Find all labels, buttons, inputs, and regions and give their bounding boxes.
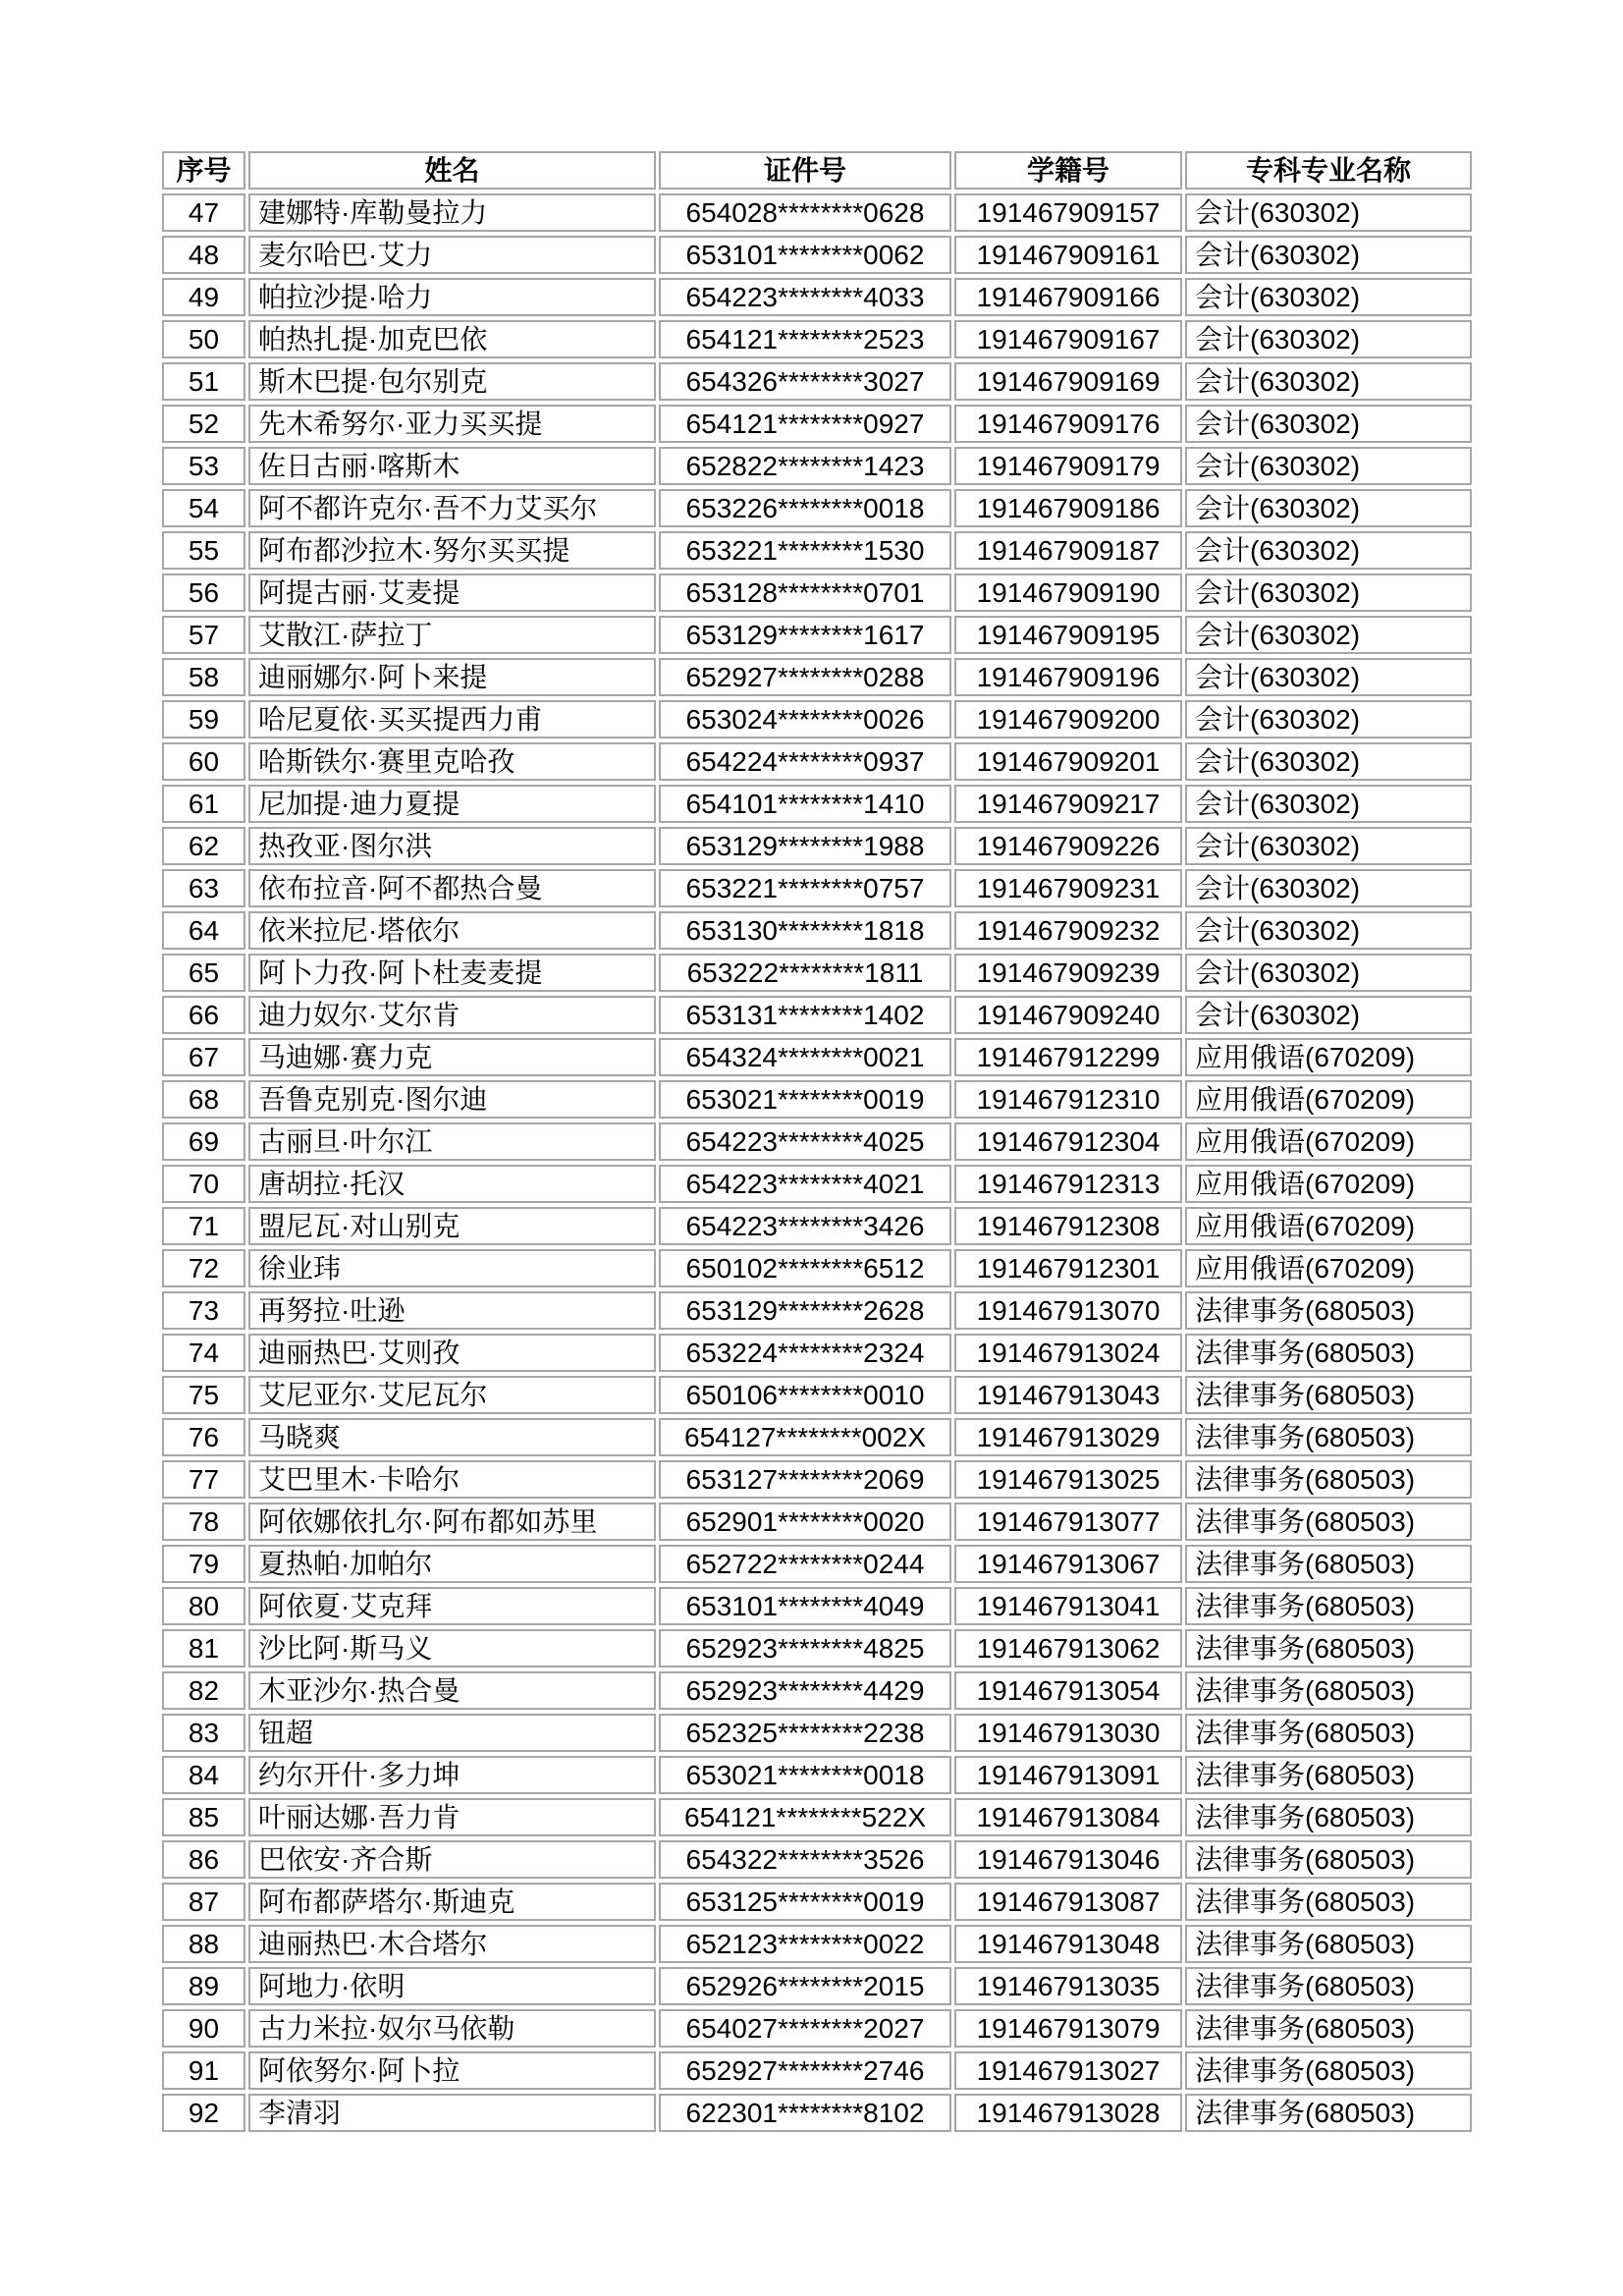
cell-major: 法律事务(680503): [1185, 2009, 1472, 2048]
cell-index: 90: [162, 2009, 245, 2048]
table-row: [162, 1460, 1472, 1499]
cell-name: 迪丽热巴·木合塔尔: [248, 1925, 656, 1963]
cell-major: 应用俄语(670209): [1185, 1122, 1472, 1161]
cell-major: 会计(630302): [1185, 278, 1472, 316]
cell-name: 热孜亚·图尔洪: [248, 827, 656, 865]
cell-id-number: 652927********2746: [659, 2051, 951, 2090]
cell-name: 麦尔哈巴·艾力: [248, 236, 656, 274]
cell-major: 法律事务(680503): [1185, 1883, 1472, 1921]
cell-major: 法律事务(680503): [1185, 1629, 1472, 1667]
cell-major: 法律事务(680503): [1185, 1840, 1472, 1879]
cell-student-number: 191467913079: [954, 2009, 1182, 2048]
table-row: [162, 827, 1472, 865]
cell-student-number: 191467913035: [954, 1967, 1182, 2005]
table-row: [162, 531, 1472, 570]
cell-name: 帕热扎提·加克巴依: [248, 320, 656, 358]
cell-id-number: 653222********1811: [659, 954, 951, 992]
cell-student-number: 191467912310: [954, 1080, 1182, 1119]
cell-student-number: 191467913054: [954, 1671, 1182, 1710]
cell-id-number: 653224********2324: [659, 1334, 951, 1372]
table-row: [162, 278, 1472, 316]
cell-index: 82: [162, 1671, 245, 1710]
cell-student-number: 191467912313: [954, 1165, 1182, 1203]
cell-index: 64: [162, 911, 245, 950]
cell-id-number: 652722********0244: [659, 1545, 951, 1583]
cell-index: 48: [162, 236, 245, 274]
table-row: [162, 911, 1472, 950]
cell-student-number: 191467913028: [954, 2094, 1182, 2132]
col-header-index: 序号: [162, 151, 245, 190]
cell-id-number: 654121********2523: [659, 320, 951, 358]
table-row: [162, 1334, 1472, 1372]
cell-name: 马迪娜·赛力克: [248, 1038, 656, 1076]
cell-name: 盟尼瓦·对山别克: [248, 1207, 656, 1245]
cell-student-number: 191467912304: [954, 1122, 1182, 1161]
cell-id-number: 653101********0062: [659, 236, 951, 274]
cell-major: 法律事务(680503): [1185, 1418, 1472, 1456]
cell-id-number: 653101********4049: [659, 1587, 951, 1625]
cell-index: 91: [162, 2051, 245, 2090]
table-body: [162, 193, 1472, 2132]
cell-major: 法律事务(680503): [1185, 1545, 1472, 1583]
cell-index: 50: [162, 320, 245, 358]
cell-id-number: 654101********1410: [659, 785, 951, 823]
cell-major: 法律事务(680503): [1185, 2094, 1472, 2132]
cell-student-number: 191467909169: [954, 362, 1182, 401]
cell-major: 会计(630302): [1185, 193, 1472, 232]
cell-student-number: 191467913067: [954, 1545, 1182, 1583]
cell-student-number: 191467909232: [954, 911, 1182, 950]
cell-name: 约尔开什·多力坤: [248, 1756, 656, 1794]
cell-student-number: 191467909240: [954, 996, 1182, 1034]
cell-student-number: 191467912301: [954, 1249, 1182, 1287]
cell-student-number: 191467909166: [954, 278, 1182, 316]
cell-index: 53: [162, 447, 245, 485]
cell-student-number: 191467909161: [954, 236, 1182, 274]
cell-name: 艾散江·萨拉丁: [248, 616, 656, 654]
cell-id-number: 652325********2238: [659, 1714, 951, 1752]
cell-id-number: 654027********2027: [659, 2009, 951, 2048]
cell-id-number: 652926********2015: [659, 1967, 951, 2005]
cell-name: 帕拉沙提·哈力: [248, 278, 656, 316]
cell-id-number: 652901********0020: [659, 1503, 951, 1541]
cell-name: 古力米拉·奴尔马依勒: [248, 2009, 656, 2048]
table-row: [162, 1798, 1472, 1836]
cell-id-number: 653221********0757: [659, 869, 951, 907]
cell-student-number: 191467913030: [954, 1714, 1182, 1752]
cell-id-number: 650102********6512: [659, 1249, 951, 1287]
cell-id-number: 653130********1818: [659, 911, 951, 950]
table-row: [162, 2051, 1472, 2090]
cell-index: 73: [162, 1291, 245, 1330]
cell-major: 会计(630302): [1185, 700, 1472, 738]
cell-student-number: 191467913077: [954, 1503, 1182, 1541]
cell-id-number: 653125********0019: [659, 1883, 951, 1921]
cell-id-number: 654224********0937: [659, 742, 951, 781]
cell-major: 会计(630302): [1185, 405, 1472, 443]
cell-id-number: 654324********0021: [659, 1038, 951, 1076]
cell-index: 79: [162, 1545, 245, 1583]
cell-student-number: 191467913091: [954, 1756, 1182, 1794]
cell-major: 法律事务(680503): [1185, 1587, 1472, 1625]
cell-id-number: 654121********0927: [659, 405, 951, 443]
cell-name: 尼加提·迪力夏提: [248, 785, 656, 823]
cell-name: 夏热帕·加帕尔: [248, 1545, 656, 1583]
cell-id-number: 653226********0018: [659, 489, 951, 527]
cell-name: 先木希努尔·亚力买买提: [248, 405, 656, 443]
cell-index: 54: [162, 489, 245, 527]
cell-name: 佐日古丽·喀斯木: [248, 447, 656, 485]
cell-index: 70: [162, 1165, 245, 1203]
cell-index: 88: [162, 1925, 245, 1963]
cell-index: 51: [162, 362, 245, 401]
cell-index: 71: [162, 1207, 245, 1245]
cell-major: 会计(630302): [1185, 574, 1472, 612]
cell-name: 阿布都沙拉木·努尔买买提: [248, 531, 656, 570]
cell-major: 应用俄语(670209): [1185, 1165, 1472, 1203]
cell-id-number: 654121********522X: [659, 1798, 951, 1836]
cell-major: 会计(630302): [1185, 531, 1472, 570]
table-row: [162, 1207, 1472, 1245]
cell-major: 法律事务(680503): [1185, 1967, 1472, 2005]
cell-index: 58: [162, 658, 245, 696]
cell-index: 65: [162, 954, 245, 992]
cell-id-number: 653127********2069: [659, 1460, 951, 1499]
cell-student-number: 191467912299: [954, 1038, 1182, 1076]
table-row: [162, 1714, 1472, 1752]
cell-id-number: 653024********0026: [659, 700, 951, 738]
cell-major: 会计(630302): [1185, 447, 1472, 485]
cell-id-number: 653131********1402: [659, 996, 951, 1034]
table-row: [162, 2094, 1472, 2132]
table-row: [162, 320, 1472, 358]
cell-major: 会计(630302): [1185, 320, 1472, 358]
table-header-row: [162, 151, 1472, 190]
table-row: [162, 1671, 1472, 1710]
cell-index: 77: [162, 1460, 245, 1499]
cell-index: 74: [162, 1334, 245, 1372]
cell-name: 迪丽热巴·艾则孜: [248, 1334, 656, 1372]
cell-major: 会计(630302): [1185, 658, 1472, 696]
cell-name: 古丽旦·叶尔江: [248, 1122, 656, 1161]
cell-index: 78: [162, 1503, 245, 1541]
cell-index: 80: [162, 1587, 245, 1625]
cell-id-number: 653021********0018: [659, 1756, 951, 1794]
cell-name: 木亚沙尔·热合曼: [248, 1671, 656, 1710]
cell-student-number: 191467913087: [954, 1883, 1182, 1921]
cell-index: 61: [162, 785, 245, 823]
cell-id-number: 652123********0022: [659, 1925, 951, 1963]
cell-major: 会计(630302): [1185, 911, 1472, 950]
cell-student-number: 191467913043: [954, 1376, 1182, 1414]
cell-index: 87: [162, 1883, 245, 1921]
cell-index: 52: [162, 405, 245, 443]
cell-id-number: 652923********4825: [659, 1629, 951, 1667]
cell-student-number: 191467909217: [954, 785, 1182, 823]
cell-student-number: 191467909196: [954, 658, 1182, 696]
table-row: [162, 785, 1472, 823]
cell-name: 李清羽: [248, 2094, 656, 2132]
cell-name: 建娜特·库勒曼拉力: [248, 193, 656, 232]
cell-name: 阿布都萨塔尔·斯迪克: [248, 1883, 656, 1921]
cell-name: 阿不都许克尔·吾不力艾买尔: [248, 489, 656, 527]
cell-id-number: 654223********4021: [659, 1165, 951, 1203]
cell-id-number: 652822********1423: [659, 447, 951, 485]
cell-major: 法律事务(680503): [1185, 1503, 1472, 1541]
cell-id-number: 654322********3526: [659, 1840, 951, 1879]
cell-index: 81: [162, 1629, 245, 1667]
table-row: [162, 1038, 1472, 1076]
cell-name: 依米拉尼·塔依尔: [248, 911, 656, 950]
cell-name: 哈尼夏依·买买提西力甫: [248, 700, 656, 738]
cell-major: 会计(630302): [1185, 489, 1472, 527]
col-header-student-number: 学籍号: [954, 151, 1182, 190]
cell-student-number: 191467909190: [954, 574, 1182, 612]
table-row: [162, 1883, 1472, 1921]
cell-index: 89: [162, 1967, 245, 2005]
cell-major: 会计(630302): [1185, 362, 1472, 401]
cell-student-number: 191467913041: [954, 1587, 1182, 1625]
cell-name: 阿依娜依扎尔·阿布都如苏里: [248, 1503, 656, 1541]
cell-id-number: 653129********1617: [659, 616, 951, 654]
table-row: [162, 742, 1472, 781]
cell-major: 法律事务(680503): [1185, 1798, 1472, 1836]
cell-index: 60: [162, 742, 245, 781]
table-row: [162, 1418, 1472, 1456]
cell-major: 法律事务(680503): [1185, 1925, 1472, 1963]
table-row: [162, 447, 1472, 485]
cell-name: 依布拉音·阿不都热合曼: [248, 869, 656, 907]
cell-index: 76: [162, 1418, 245, 1456]
cell-index: 75: [162, 1376, 245, 1414]
table-row: [162, 1249, 1472, 1287]
cell-student-number: 191467913024: [954, 1334, 1182, 1372]
table-row: [162, 869, 1472, 907]
cell-major: 法律事务(680503): [1185, 1756, 1472, 1794]
cell-major: 法律事务(680503): [1185, 1291, 1472, 1330]
cell-name: 马晓爽: [248, 1418, 656, 1456]
cell-student-number: 191467909179: [954, 447, 1182, 485]
cell-name: 阿地力·依明: [248, 1967, 656, 2005]
table-row: [162, 1629, 1472, 1667]
cell-major: 法律事务(680503): [1185, 1460, 1472, 1499]
table-row: [162, 1756, 1472, 1794]
cell-name: 迪力奴尔·艾尔肯: [248, 996, 656, 1034]
cell-index: 55: [162, 531, 245, 570]
cell-id-number: 650106********0010: [659, 1376, 951, 1414]
cell-index: 59: [162, 700, 245, 738]
cell-index: 56: [162, 574, 245, 612]
cell-index: 92: [162, 2094, 245, 2132]
table-row: [162, 236, 1472, 274]
cell-id-number: 653129********2628: [659, 1291, 951, 1330]
cell-student-number: 191467909226: [954, 827, 1182, 865]
table-row: [162, 1080, 1472, 1119]
cell-student-number: 191467913070: [954, 1291, 1182, 1330]
cell-index: 86: [162, 1840, 245, 1879]
cell-name: 吾鲁克别克·图尔迪: [248, 1080, 656, 1119]
cell-major: 应用俄语(670209): [1185, 1249, 1472, 1287]
cell-id-number: 653128********0701: [659, 574, 951, 612]
cell-major: 会计(630302): [1185, 869, 1472, 907]
table-row: [162, 405, 1472, 443]
cell-id-number: 654326********3027: [659, 362, 951, 401]
cell-name: 艾巴里木·卡哈尔: [248, 1460, 656, 1499]
cell-id-number: 653221********1530: [659, 531, 951, 570]
cell-id-number: 653021********0019: [659, 1080, 951, 1119]
table-row: [162, 193, 1472, 232]
cell-student-number: 191467909201: [954, 742, 1182, 781]
table-row: [162, 658, 1472, 696]
cell-student-number: 191467913048: [954, 1925, 1182, 1963]
cell-index: 67: [162, 1038, 245, 1076]
col-header-name: 姓名: [248, 151, 656, 190]
cell-name: 唐胡拉·托汉: [248, 1165, 656, 1203]
cell-index: 69: [162, 1122, 245, 1161]
cell-index: 68: [162, 1080, 245, 1119]
table-row: [162, 1967, 1472, 2005]
cell-name: 钮超: [248, 1714, 656, 1752]
cell-student-number: 191467909187: [954, 531, 1182, 570]
cell-name: 叶丽达娜·吾力肯: [248, 1798, 656, 1836]
cell-index: 85: [162, 1798, 245, 1836]
table-row: [162, 489, 1472, 527]
cell-index: 83: [162, 1714, 245, 1752]
cell-student-number: 191467912308: [954, 1207, 1182, 1245]
cell-student-number: 191467909167: [954, 320, 1182, 358]
cell-index: 84: [162, 1756, 245, 1794]
table-row: [162, 1165, 1472, 1203]
cell-name: 再努拉·吐逊: [248, 1291, 656, 1330]
cell-name: 沙比阿·斯马义: [248, 1629, 656, 1667]
table-row: [162, 1840, 1472, 1879]
cell-id-number: 622301********8102: [659, 2094, 951, 2132]
cell-name: 徐业玮: [248, 1249, 656, 1287]
cell-index: 47: [162, 193, 245, 232]
cell-name: 阿依夏·艾克拜: [248, 1587, 656, 1625]
cell-student-number: 191467909176: [954, 405, 1182, 443]
col-header-id-number: 证件号: [659, 151, 951, 190]
cell-student-number: 191467913062: [954, 1629, 1182, 1667]
cell-id-number: 652927********0288: [659, 658, 951, 696]
table-row: [162, 1587, 1472, 1625]
cell-student-number: 191467909195: [954, 616, 1182, 654]
cell-name: 阿依努尔·阿卜拉: [248, 2051, 656, 2090]
cell-id-number: 654028********0628: [659, 193, 951, 232]
cell-student-number: 191467909200: [954, 700, 1182, 738]
table-row: [162, 1545, 1472, 1583]
cell-name: 巴依安·齐合斯: [248, 1840, 656, 1879]
cell-student-number: 191467913029: [954, 1418, 1182, 1456]
cell-index: 63: [162, 869, 245, 907]
cell-student-number: 191467913027: [954, 2051, 1182, 2090]
table-row: [162, 996, 1472, 1034]
cell-major: 应用俄语(670209): [1185, 1080, 1472, 1119]
cell-student-number: 191467913025: [954, 1460, 1182, 1499]
cell-student-number: 191467909157: [954, 193, 1182, 232]
cell-major: 应用俄语(670209): [1185, 1038, 1472, 1076]
table-row: [162, 1122, 1472, 1161]
cell-major: 应用俄语(670209): [1185, 1207, 1472, 1245]
table-row: [162, 2009, 1472, 2048]
table-row: [162, 362, 1472, 401]
cell-id-number: 654223********3426: [659, 1207, 951, 1245]
cell-major: 会计(630302): [1185, 954, 1472, 992]
cell-id-number: 652923********4429: [659, 1671, 951, 1710]
cell-student-number: 191467913046: [954, 1840, 1182, 1879]
table-row: [162, 1291, 1472, 1330]
table-row: [162, 954, 1472, 992]
table-row: [162, 616, 1472, 654]
cell-major: 法律事务(680503): [1185, 1714, 1472, 1752]
cell-name: 斯木巴提·包尔别克: [248, 362, 656, 401]
table-row: [162, 1376, 1472, 1414]
cell-major: 法律事务(680503): [1185, 1376, 1472, 1414]
cell-index: 57: [162, 616, 245, 654]
cell-major: 法律事务(680503): [1185, 2051, 1472, 2090]
cell-student-number: 191467909239: [954, 954, 1182, 992]
cell-index: 66: [162, 996, 245, 1034]
cell-major: 法律事务(680503): [1185, 1671, 1472, 1710]
cell-id-number: 654223********4025: [659, 1122, 951, 1161]
cell-major: 会计(630302): [1185, 996, 1472, 1034]
student-list-table: [159, 147, 1475, 2136]
table-row: [162, 700, 1472, 738]
cell-student-number: 191467909231: [954, 869, 1182, 907]
cell-student-number: 191467913084: [954, 1798, 1182, 1836]
cell-index: 49: [162, 278, 245, 316]
cell-major: 会计(630302): [1185, 616, 1472, 654]
cell-major: 会计(630302): [1185, 236, 1472, 274]
cell-id-number: 653129********1988: [659, 827, 951, 865]
cell-major: 会计(630302): [1185, 827, 1472, 865]
table-row: [162, 1503, 1472, 1541]
cell-name: 哈斯铁尔·赛里克哈孜: [248, 742, 656, 781]
cell-index: 62: [162, 827, 245, 865]
col-header-major: 专科专业名称: [1185, 151, 1472, 190]
cell-student-number: 191467909186: [954, 489, 1182, 527]
cell-name: 艾尼亚尔·艾尼瓦尔: [248, 1376, 656, 1414]
table-row: [162, 574, 1472, 612]
cell-id-number: 654223********4033: [659, 278, 951, 316]
cell-id-number: 654127********002X: [659, 1418, 951, 1456]
table-row: [162, 1925, 1472, 1963]
cell-major: 会计(630302): [1185, 742, 1472, 781]
cell-major: 法律事务(680503): [1185, 1334, 1472, 1372]
cell-name: 迪丽娜尔·阿卜来提: [248, 658, 656, 696]
cell-name: 阿提古丽·艾麦提: [248, 574, 656, 612]
cell-index: 72: [162, 1249, 245, 1287]
cell-major: 会计(630302): [1185, 785, 1472, 823]
cell-name: 阿卜力孜·阿卜杜麦麦提: [248, 954, 656, 992]
